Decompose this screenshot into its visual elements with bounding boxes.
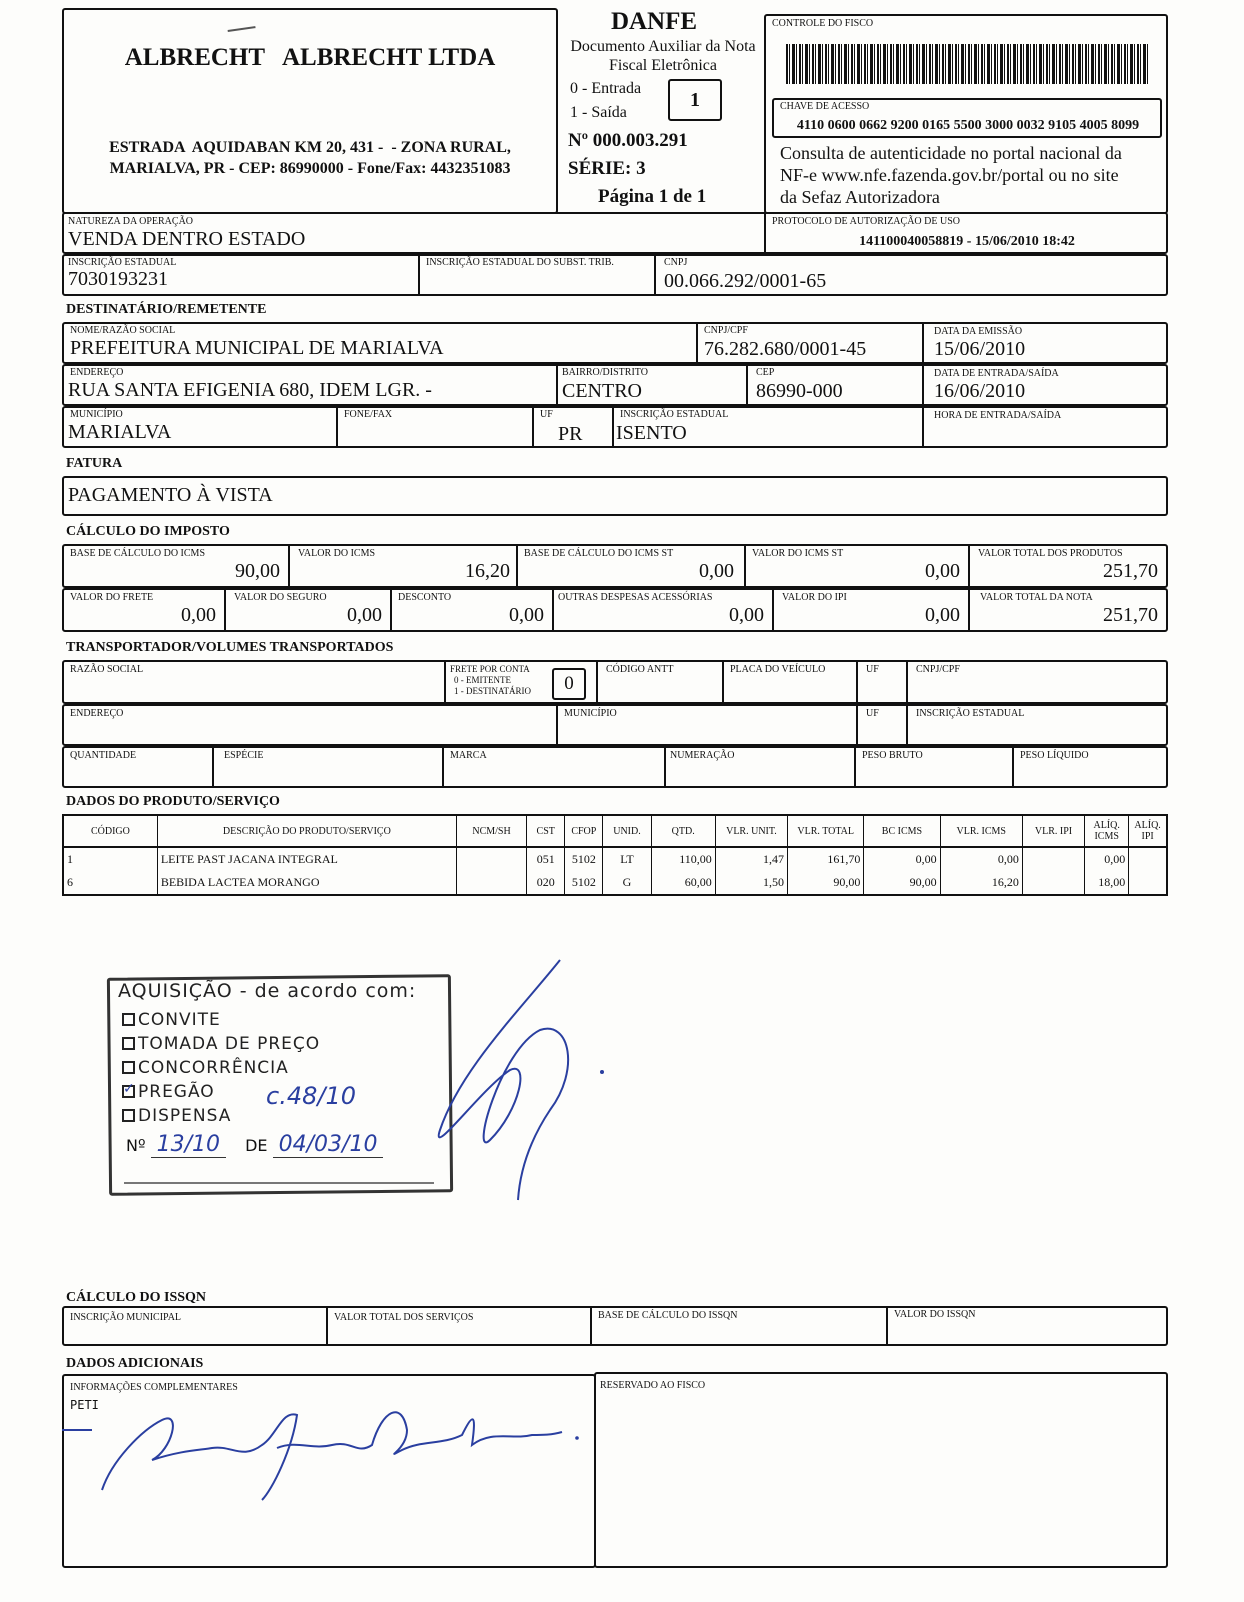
barcode [786,44,1150,84]
ipi-label: VALOR DO IPI [782,592,847,603]
imp-r1-d4 [968,544,970,588]
natureza-value: VENDA DENTRO ESTADO [68,228,306,250]
imp-r2-d1 [224,588,226,632]
tr-r2-d3 [906,704,908,746]
tr-r2-d1 [556,704,558,746]
desconto-label: DESCONTO [398,592,452,603]
stamp-option-concorrencia [122,1058,289,1078]
transp-peso-bruto-label: PESO BRUTO [862,750,923,761]
dest-uf-label: UF [540,409,553,420]
col-vlr-icms: VLR. ICMS [940,815,1022,847]
dest-row3-div2 [532,406,534,448]
stamp-option-label: CONCORRÊNCIA [138,1058,289,1078]
col-aliq-icms: ALÍQ. ICMS [1085,815,1129,847]
cell-descricao: BEBIDA LACTEA MORANGO [157,871,456,895]
imp-r1-d3 [744,544,746,588]
table-row [63,847,1167,871]
danfe-pagina: Página 1 de 1 [598,186,707,207]
dest-municipio-value: MARIALVA [68,421,172,443]
stamp-handwritten-note: c.48/10 [266,1082,356,1110]
seguro-value: 0,00 [347,604,382,626]
cell-descricao: LEITE PAST JACANA INTEGRAL [157,847,456,871]
imp-r2-d2 [390,588,392,632]
transp-quantidade-label: QUANTIDADE [70,750,137,761]
col-vlr-unit: VLR. UNIT. [715,815,787,847]
col-unid: UNID. [603,815,651,847]
cell-qtd: 110,00 [651,847,715,871]
imp-r1-d1 [288,544,290,588]
stamp-title: AQUISIÇÃO - de acordo com: [118,980,417,1002]
transp-peso-liquido-label: PESO LÍQUIDO [1020,750,1089,761]
dest-entrada-label: DATA DE ENTRADA/SAÍDA [934,368,1059,379]
dest-row3-div3 [612,406,614,448]
dest-bairro-label: BAIRRO/DISTRITO [562,367,648,378]
ie-st-label: INSCRIÇÃO ESTADUAL DO SUBST. TRIB. [426,257,614,268]
controle-fisco-label: CONTROLE DO FISCO [772,18,874,29]
checkbox-icon [122,1061,135,1074]
valor-icms-label: VALOR DO ICMS [298,548,376,559]
valor-st-label: VALOR DO ICMS ST [752,548,844,559]
chave-label: CHAVE DE ACESSO [780,101,870,112]
dest-endereco-value: RUA SANTA EFIGENIA 680, IDEM LGR. - [68,379,432,401]
produtos-table [62,814,1168,896]
issqn-valor-label: VALOR DO ISSQN [894,1309,976,1320]
cell-qtd: 60,00 [651,871,715,895]
chave-value: 4110 0600 0662 9200 0165 5500 3000 0032 9105 4005 8099 [796,118,1140,133]
cell-vlr-total: 90,00 [788,871,864,895]
tr-r2-d2 [856,704,858,746]
imp-r2-d3 [552,588,554,632]
ie-divider-1 [418,254,420,296]
signature-scribble [420,950,620,1210]
issuer-box [62,8,558,214]
dest-cep-value: 86990-000 [756,380,843,402]
base-st-label: BASE DE CÁLCULO DO ICMS ST [524,548,674,559]
checkbox-icon [122,1109,135,1122]
transp-uf2-label: UF [866,708,879,719]
danfe-title: DANFE [610,8,698,35]
ie-row-box [62,254,1168,296]
transp-razao-label: RAZÃO SOCIAL [70,664,144,675]
dest-uf-value: PR [558,423,583,445]
danfe-subtitle1: Documento Auxiliar da Nota [570,38,756,55]
cell-unid: G [603,871,651,895]
issqn-im-label: INSCRIÇÃO MUNICIPAL [70,1312,182,1323]
issqn-servicos-label: VALOR TOTAL DOS SERVIÇOS [334,1312,474,1323]
dest-row1-div2 [922,322,924,364]
ipi-value: 0,00 [925,604,960,626]
tr-r1-d3 [722,660,724,704]
total-nota-value: 251,70 [1103,604,1158,626]
cell-vlr-ipi [1022,871,1084,895]
issqn-d1 [326,1306,328,1346]
outras-value: 0,00 [729,604,764,626]
tr-r1-d4 [856,660,858,704]
base-st-value: 0,00 [699,560,734,582]
cell-aliq-ipi [1129,847,1167,871]
info-complementares-label: INFORMAÇÕES COMPLEMENTARES [70,1382,238,1393]
cell-vlr-icms: 16,20 [940,871,1022,895]
stamp-data: 04/03/10 [273,1132,384,1158]
dest-hora-label: HORA DE ENTRADA/SAÍDA [934,410,1062,421]
transp-cnpj-label: CNPJ/CPF [916,664,960,675]
col-aliq-ipi: ALÍQ. IPI [1129,815,1167,847]
tr-r3-d3 [664,746,666,788]
transportador-section-title: TRANSPORTADOR/VOLUMES TRANSPORTADOS [66,640,394,655]
col-cfop: CFOP [565,815,603,847]
cell-unid: LT [603,847,651,871]
cell-cst: 051 [527,847,565,871]
transp-municipio-label: MUNICÍPIO [564,708,617,719]
stamp-option-pregao [122,1082,215,1102]
cell-vlr-total: 161,70 [788,847,864,871]
consulta-line1: Consulta de autenticidade no portal nacional da [780,143,1122,163]
cnpj-label: CNPJ [664,257,688,268]
ie-value: 7030193231 [68,268,168,290]
valor-icms-value: 16,20 [465,560,510,582]
issuer-address-line2: MARIALVA, PR - CEP: 86990000 - Fone/Fax: 4432351083 [109,160,511,177]
col-vlr-ipi: VLR. IPI [1022,815,1084,847]
desconto-value: 0,00 [509,604,544,626]
tr-r1-d2 [596,660,598,704]
tr-r3-d4 [854,746,856,788]
produtos-section-title: DADOS DO PRODUTO/SERVIÇO [66,794,280,809]
danfe-numero: Nº 000.003.291 [568,130,688,151]
cell-aliq-ipi [1129,871,1167,895]
danfe-saida: 1 - Saída [570,104,627,121]
dest-row3-div4 [922,406,924,448]
checkbox-icon [122,1013,135,1026]
stamp-option-dispensa [122,1106,231,1126]
stamp-bottom-rule [124,1182,434,1184]
protocolo-label: PROTOCOLO DE AUTORIZAÇÃO DE USO [772,216,960,227]
cell-vlr-ipi [1022,847,1084,871]
issqn-d3 [886,1306,888,1346]
stamp-option-label: CONVITE [138,1010,221,1030]
adicionais-section-title: DADOS ADICIONAIS [66,1356,204,1371]
protocolo-value: 141100040058819 - 15/06/2010 18:42 [859,234,1075,249]
handwritten-signature [62,1390,602,1520]
transp-frete-box: 0 [552,668,586,700]
dest-nome-label: NOME/RAZÃO SOCIAL [70,325,176,336]
transp-marca-label: MARCA [450,750,487,761]
cell-bc-icms: 0,00 [864,847,940,871]
cell-bc-icms: 90,00 [864,871,940,895]
tr-r3-d1 [212,746,214,788]
stamp-option-label: DISPENSA [138,1106,232,1126]
transp-frete-label1: FRETE POR CONTA [450,664,530,674]
cell-aliq-icms: 18,00 [1085,871,1129,895]
table-row [63,871,1167,895]
cell-vlr-icms: 0,00 [940,847,1022,871]
cell-cfop: 5102 [565,847,603,871]
transp-numeracao-label: NUMERAÇÃO [670,750,735,761]
dest-nome-value: PREFEITURA MUNICIPAL DE MARIALVA [70,337,444,359]
frete-label: VALOR DO FRETE [70,592,154,603]
cell-ncm [456,871,526,895]
destinatario-section-title: DESTINATÁRIO/REMETENTE [66,302,267,317]
issqn-section-title: CÁLCULO DO ISSQN [66,1290,207,1305]
stamp-numero: 13/10 [151,1132,226,1158]
dest-municipio-label: MUNICÍPIO [70,409,123,420]
dest-ie-label: INSCRIÇÃO ESTADUAL [620,409,729,420]
issqn-d2 [590,1306,592,1346]
transp-especie-label: ESPÉCIE [224,750,264,761]
imp-r2-d5 [968,588,970,632]
cell-codigo: 6 [63,871,157,895]
tr-r3-d2 [442,746,444,788]
checkbox-icon [122,1037,135,1050]
transp-frete-label2: 0 - EMITENTE [454,675,511,685]
col-qtd: QTD. [651,815,715,847]
dest-entrada-value: 16/06/2010 [934,380,1026,402]
issuer-address-line1: ESTRADA AQUIDABAN KM 20, 431 - - ZONA RURAL, [109,139,511,156]
stamp-numero-label: Nº [126,1136,146,1155]
reservado-fisco-box [594,1372,1168,1568]
cnpj-value: 00.066.292/0001-65 [664,270,827,292]
cell-ncm [456,847,526,871]
col-ncm: NCM/SH [456,815,526,847]
col-cst: CST [527,815,565,847]
dest-cnpj-label: CNPJ/CPF [704,325,748,336]
dest-cep-label: CEP [756,367,775,378]
dest-row3-div1 [336,406,338,448]
transp-ie-label: INSCRIÇÃO ESTADUAL [916,708,1025,719]
danfe-tipo-box: 1 [668,79,722,121]
dest-row2-div1 [556,364,558,406]
imposto-section-title: CÁLCULO DO IMPOSTO [66,524,230,539]
checked-checkbox-icon: ✓ [123,1081,136,1097]
base-icms-label: BASE DE CÁLCULO DO ICMS [70,548,206,559]
ie-divider-2 [654,254,656,296]
outras-label: OUTRAS DESPESAS ACESSÓRIAS [558,592,713,603]
stamp-option-convite [122,1010,221,1030]
stamp-option-label: PREGÃO [138,1082,215,1102]
dest-bairro-value: CENTRO [562,380,642,402]
fatura-value: PAGAMENTO À VISTA [68,484,273,506]
tr-r1-d5 [906,660,908,704]
stamp-number-line [126,1132,383,1157]
stamp-option-tomada [122,1034,320,1054]
total-produtos-value: 251,70 [1103,560,1158,582]
cell-vlr-unit: 1,47 [715,847,787,871]
tr-r1-d1 [444,660,446,704]
dest-emissao-value: 15/06/2010 [934,338,1026,360]
transp-endereco-label: ENDEREÇO [70,708,124,719]
cell-aliq-icms: 0,00 [1085,847,1129,871]
col-vlr-total: VLR. TOTAL [788,815,864,847]
ie-label: INSCRIÇÃO ESTADUAL [68,257,177,268]
total-nota-label: VALOR TOTAL DA NOTA [980,592,1093,603]
dest-fone-label: FONE/FAX [344,409,393,420]
info-complementares-value: PETI [70,1398,99,1412]
produtos-header-row [63,815,1167,847]
natureza-divider [764,212,766,254]
dest-row2-div2 [746,364,748,406]
valor-st-value: 0,00 [925,560,960,582]
col-descricao: DESCRIÇÃO DO PRODUTO/SERVIÇO [157,815,456,847]
dest-emissao-label: DATA DA EMISSÃO [934,326,1023,337]
dest-ie-value: ISENTO [616,422,687,444]
cell-cfop: 5102 [565,871,603,895]
issuer-name: ALBRECHT ALBRECHT LTDA [124,44,496,71]
stamp-de-label: DE [245,1136,268,1155]
cell-codigo: 1 [63,847,157,871]
dest-endereco-label: ENDEREÇO [70,367,124,378]
transp-placa-label: PLACA DO VEÍCULO [730,664,826,675]
transp-antt-label: CÓDIGO ANTT [606,664,674,675]
frete-value: 0,00 [181,604,216,626]
col-codigo: CÓDIGO [63,815,157,847]
imp-r2-d4 [772,588,774,632]
fatura-section-title: FATURA [66,456,123,471]
natureza-label: NATUREZA DA OPERAÇÃO [68,216,194,227]
tr-r3-d5 [1012,746,1014,788]
dest-row2-div3 [922,364,924,406]
cell-vlr-unit: 1,50 [715,871,787,895]
transp-uf-label: UF [866,664,879,675]
stamp-option-label: TOMADA DE PREÇO [138,1034,321,1054]
cell-cst: 020 [527,871,565,895]
consulta-line2: NF-e www.nfe.fazenda.gov.br/portal ou no site [780,165,1119,185]
seguro-label: VALOR DO SEGURO [234,592,327,603]
danfe-entrada: 0 - Entrada [570,80,642,97]
issqn-base-label: BASE DE CÁLCULO DO ISSQN [598,1310,738,1321]
consulta-line3: da Sefaz Autorizadora [780,187,940,207]
danfe-subtitle2: Fiscal Eletrônica [609,57,717,74]
imp-r1-d2 [516,544,518,588]
transp-frete-label3: 1 - DESTINATÁRIO [454,686,531,696]
dest-row1-div1 [696,322,698,364]
total-produtos-label: VALOR TOTAL DOS PRODUTOS [978,548,1123,559]
reservado-fisco-label: RESERVADO AO FISCO [600,1380,706,1391]
danfe-serie: SÉRIE: 3 [568,158,646,179]
dest-cnpj-value: 76.282.680/0001-45 [704,338,867,360]
col-bc-icms: BC ICMS [864,815,940,847]
base-icms-value: 90,00 [235,560,280,582]
